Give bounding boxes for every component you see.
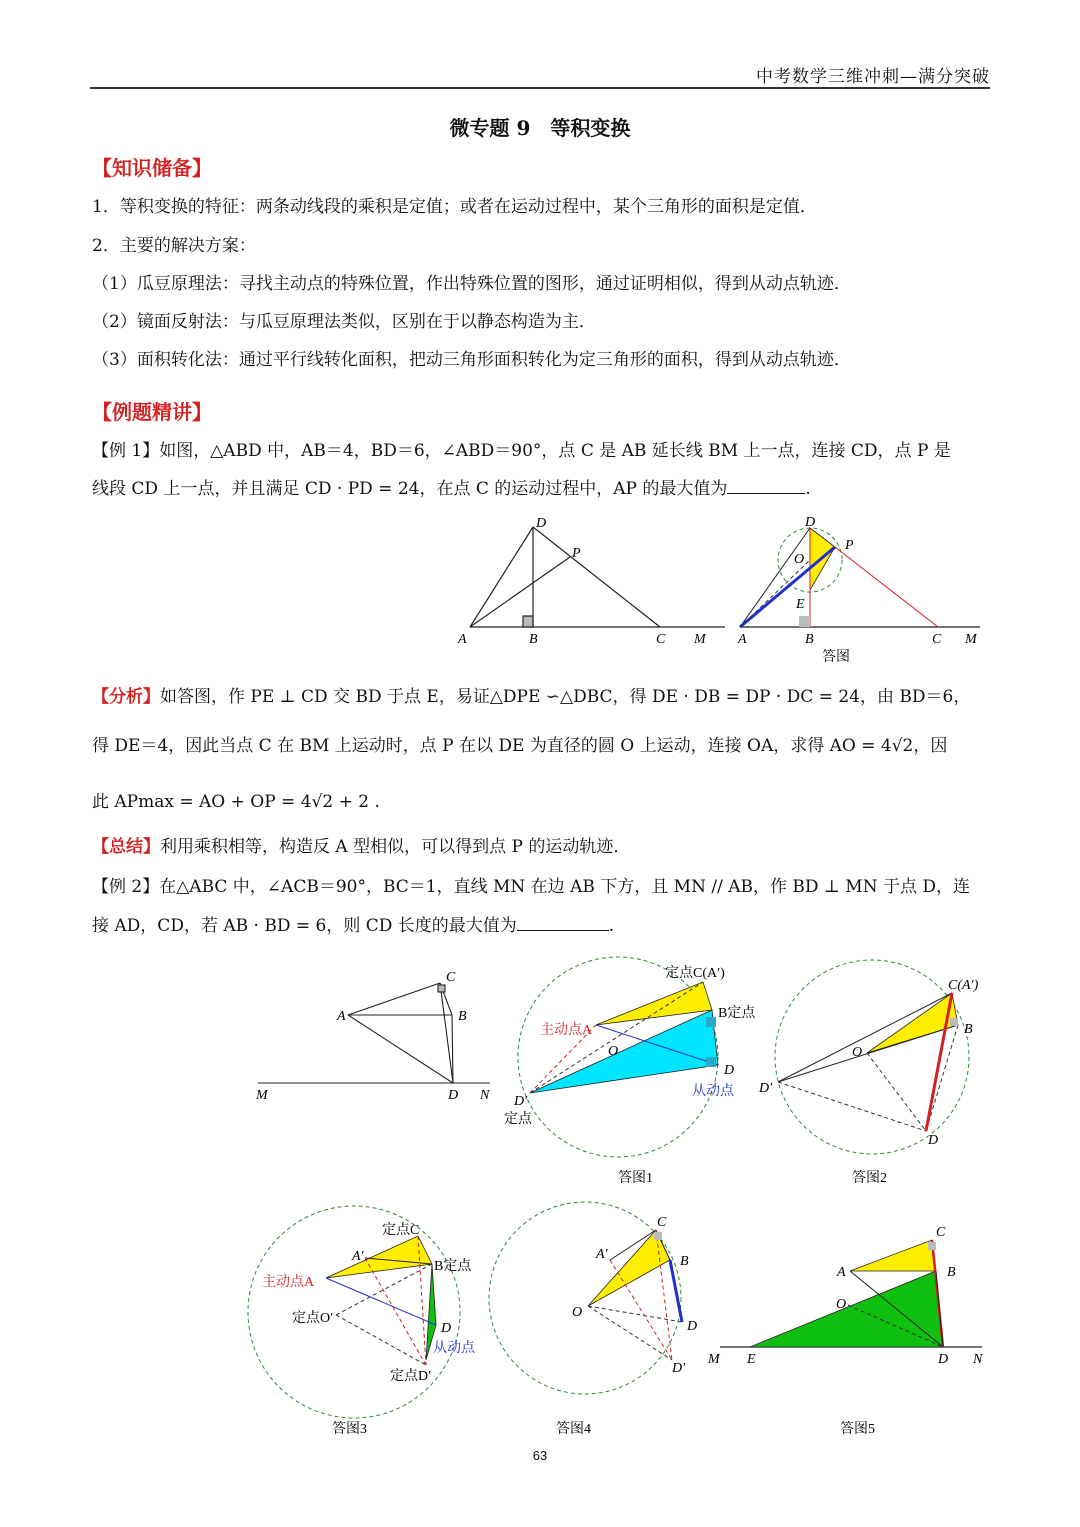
example1-text2: 线段 CD 上一点，并且满足 CD · PD = 24，在点 C 的运动过程中，AP 的最大值为 [92,479,728,499]
fig1-label-D: D [724,1063,735,1078]
ex2-label-N: N [480,1088,490,1103]
caption-fig2: 答图2 [852,1171,887,1186]
fig4-label-O: O [572,1305,583,1320]
label-O: O [794,552,805,567]
fig3-label-fixed-C: 定点C [382,1223,420,1238]
label-D: D [536,516,547,531]
fig3-label-D: D [441,1321,452,1336]
analysis-line3: 此 APmax = AO + OP = 4√2 + 2 . [92,792,380,812]
caption-fig5: 答图5 [840,1422,875,1437]
knowledge-item-5: （3）面积转化法：通过平行线转化面积，把动三角形面积转化为定三角形的面积，得到从动点轨迹． [92,350,851,370]
fig5-label-C: C [936,1225,946,1240]
ex2-label-M: M [256,1088,268,1103]
fig2-label-D: D [928,1133,939,1148]
example2-end: . [608,916,615,936]
fig4-label-C: C [657,1215,667,1230]
label-E: E [796,597,805,612]
fig1-label-Dprime: D′ [514,1094,528,1109]
fig1-label-fixed-C: 定点C(A′) [665,966,725,981]
answer-figure-2 [775,960,969,1154]
label-A: A [458,632,467,647]
fig2-label-O: O [852,1045,863,1060]
knowledge-item-2: 2．主要的解决方案： [92,236,256,256]
example2-text2: 接 AD，CD，若 AB · BD = 6，则 CD 长度的最大值为 [92,916,517,936]
fig4-label-B: B [680,1254,689,1269]
fig2-label-C: C(A′) [948,978,979,993]
example1-line2 [92,474,811,499]
analysis-line1 [92,682,970,707]
fig5-label-B: B [947,1265,956,1280]
ex2-label-A: A [337,1009,346,1024]
example1-tag: 【例 1】 [92,441,160,461]
ex2-label-C: C [446,970,456,985]
fig4-label-Dprime: D′ [672,1361,686,1376]
answer-figure-5 [720,1240,982,1347]
caption-fig4: 答图4 [556,1422,591,1437]
example1-text1: 如图，△ABD 中，AB＝4，BD＝6，∠ABD＝90°，点 C 是 AB 延长线 BM 上一点，连接 CD，点 P 是 [159,441,951,461]
knowledge-item-4: （2）镜面反射法：与瓜豆原理法类似，区别在于以静态构造为主． [92,312,596,332]
fig5-label-O: O [836,1297,847,1312]
label-P-2: P [845,538,854,553]
fig5-label-E: E [747,1352,756,1367]
fig5-label-D: D [938,1352,949,1367]
fig2-label-Dprime: D′ [759,1081,773,1096]
fig2-label-B: B [964,1022,973,1037]
knowledge-item-1: 1．等积变换的特征：两条动线段的乘积是定值；或者在运动过程中，某个三角形的面积是定值． [92,197,817,217]
fig1-label-fixed: 定点 [504,1112,532,1127]
running-header: 中考数学三维冲刺—满分突破 [756,67,990,87]
fig4-label-Aprime: A′ [596,1247,608,1262]
answer-figure-3 [248,1206,460,1418]
label-A-2: A [738,632,747,647]
fig3-label-driven: 从动点 [433,1341,475,1356]
fig1-label-active-A: 主动点A [540,1023,593,1038]
answer-blank-2[interactable] [517,916,609,931]
example1-figure [450,505,995,670]
label-M: M [694,632,706,647]
caption-fig3: 答图3 [332,1422,367,1437]
knowledge-item-3: （1）瓜豆原理法：寻找主动点的特殊位置，作出特殊位置的图形，通过证明相似，得到从动点轨迹． [92,274,851,294]
label-B-2: B [805,632,814,647]
caption-answer-fig: 答图 [822,650,850,665]
fig5-label-M: M [708,1352,720,1367]
section-knowledge: 【知识储备】 [92,156,212,180]
example2-tag: 【例 2】 [92,877,160,897]
summary-text: 利用乘积相等，构造反 A 型相似，可以得到点 P 的运动轨迹． [160,837,631,857]
example2-line2 [92,911,614,936]
example1-end: . [805,479,811,499]
answer-blank-1[interactable] [727,479,805,494]
label-C: C [656,632,666,647]
page-title: 微专题 9 等积变换 [449,116,631,140]
fig1-label-B-fixed: B定点 [718,1006,756,1021]
example1-line1 [92,436,951,461]
example2-figures-top [240,945,985,1195]
analysis-tag: 【分析】 [92,687,160,707]
label-B: B [529,632,538,647]
example2-figures-bottom [240,1200,990,1445]
example1-right-figure [740,528,980,627]
answer-figure-4 [489,1202,682,1394]
fig1-label-driven: 从动点 [692,1084,734,1099]
fig5-label-A: A [837,1265,846,1280]
summary-line [92,832,630,857]
fig3-label-fixed-O: 定点O′ [292,1311,334,1326]
ex2-label-D: D [448,1088,459,1103]
label-P: P [572,546,581,561]
label-D-2: D [805,515,816,530]
section-examples: 【例题精讲】 [92,400,212,424]
fig1-label-O: O [608,1044,619,1059]
analysis-text1: 如答图，作 PE ⊥ CD 交 BD 于点 E，易证△DPE ∽△DBC，得 DE · DB = DP · DC = 24，由 BD＝6， [160,687,971,707]
analysis-line2: 得 DE＝4，因此当点 C 在 BM 上运动时，点 P 在以 DE 为直径的圆 O 上运动，连接 OA，求得 AO = 4√2，因 [92,736,948,756]
fig3-label-B-fixed: B定点 [434,1259,472,1274]
example2-text1: 在△ABC 中，∠ACB＝90°，BC＝1，直线 MN 在边 AB 下方，且 MN // AB，作 BD ⊥ MN 于点 D，连 [159,877,971,897]
page-number: 63 [532,1448,548,1463]
example1-left-figure [470,527,725,627]
fig5-label-N: N [973,1352,983,1367]
caption-fig1: 答图1 [618,1171,653,1186]
ex2-label-B: B [458,1009,467,1024]
label-C-2: C [932,632,942,647]
fig4-label-D: D [687,1319,698,1334]
fig3-label-fixed-Dprime: 定点D′ [390,1369,432,1384]
summary-tag: 【总结】 [92,837,160,857]
header-rule [90,87,990,89]
example2-line1 [92,872,970,897]
example2-base-figure [258,983,490,1083]
fig3-label-Aprime: A′ [352,1249,364,1264]
fig3-label-active-A: 主动点A [262,1275,315,1290]
label-M-2: M [965,632,977,647]
